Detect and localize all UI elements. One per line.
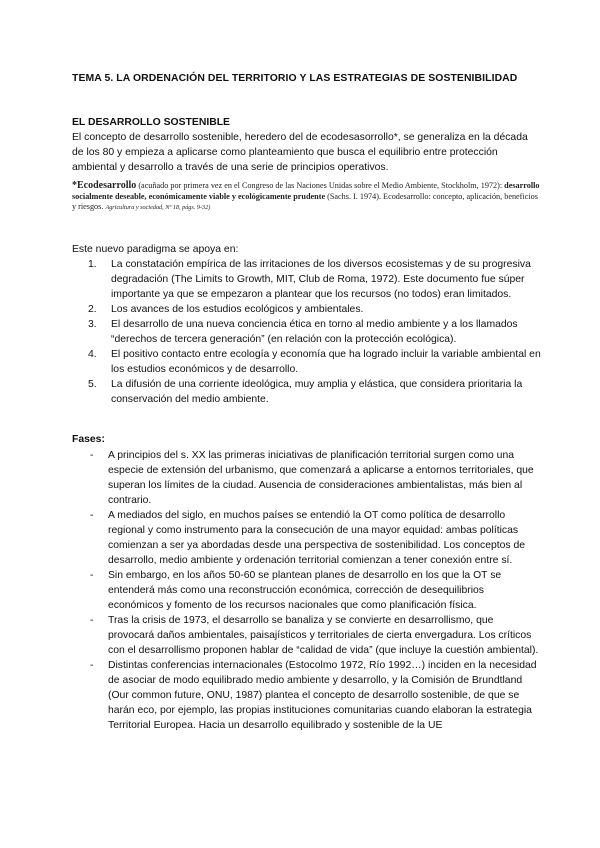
list-item-text: El desarrollo de una nueva conciencia ética en torno al medio ambiente y a los llamados “derechos de tercera generación” (en relación con la protección ecológica). bbox=[111, 319, 518, 345]
quote-source: Agricultura y sociedad, Nº 18, págs. 9-32) bbox=[105, 204, 211, 212]
phase-text: Sin embargo, en los años 50-60 se plantean planes de desarrollo en los que la OT se entenderá más como una reconstrucción económica, corrección de desequilibrios económicos y fomento de los recursos nacionales que como planificación física. bbox=[108, 570, 502, 611]
phase-item bbox=[90, 508, 542, 568]
phases-list bbox=[90, 448, 542, 733]
list-number: 5. bbox=[88, 379, 97, 390]
list-number: 2. bbox=[88, 304, 97, 315]
list-item bbox=[90, 347, 542, 377]
list-item bbox=[90, 317, 542, 347]
dash-bullet: - bbox=[90, 510, 94, 521]
dash-bullet: - bbox=[90, 615, 94, 626]
list-item-text: La constatación empírica de las irritaciones de los diversos ecosistemas y de su progresiva degradación (The Limits to Growth, MIT, Club de Roma, 1972). Este documento fue súper importante ya que se empezaron a plantear que los recursos (no todos) eran limitados. bbox=[111, 259, 531, 300]
quote-part2: (Sachs. I. 1974). Ecodesarrollo: concepto, aplicación, beneficios y riesgos. bbox=[72, 191, 538, 212]
phase-item bbox=[90, 448, 542, 508]
list-item bbox=[90, 257, 542, 302]
phase-item bbox=[90, 568, 542, 613]
list-item bbox=[90, 377, 542, 407]
quote-definition: desarrollo socialmente deseable, económicamente viable y ecológicamente prudente bbox=[72, 181, 540, 201]
phases-heading: Fases: bbox=[72, 434, 105, 445]
phase-text: A mediados del siglo, en muchos países se entendió la OT como política de desarrollo regional y como instrumento para la consecución de una mayor equidad: ambas políticas comienzan a ser ya abordadas desde una perspectiva de sostenibilidad. Los conceptos de desarrollo, medio ambiente y ordenación territorial comienzan a tener conexión entre sí. bbox=[108, 510, 526, 566]
list-item bbox=[90, 302, 542, 317]
dash-bullet: - bbox=[90, 660, 94, 671]
list-item-text: Los avances de los estudios ecológicos y ambientales. bbox=[111, 304, 364, 315]
list-number: 3. bbox=[88, 319, 97, 330]
dash-bullet: - bbox=[90, 570, 94, 581]
list-item-text: La difusión de una corriente ideológica, muy amplia y elástica, que considera prioritaria la conservación del medio ambiente. bbox=[111, 379, 523, 405]
intro-paragraph: El concepto de desarrollo sostenible, heredero del de ecodesasorrollo*, se generaliza en la década de los 80 y empieza a aplicarse como planteamiento que busca el equilibrio entre protección ambiental y desarrollo a través de una serie de principios operativos. bbox=[72, 132, 528, 173]
phase-item bbox=[90, 613, 542, 658]
list-item-text: El positivo contacto entre ecología y economía que ha logrado incluir la variable ambiental en los estudios económicos y de desarrollo. bbox=[111, 349, 541, 375]
list-number: 1. bbox=[88, 259, 97, 270]
phase-text: A principios del s. XX las primeras iniciativas de planificación territorial surgen como una especie de extensión del urbanismo, que comenzará a aplicarse a entornos territoriales, que superan los límites de la ciudad. Ausencia de consideraciones ambientalistas, más bien al contrario. bbox=[108, 450, 534, 506]
list-number: 4. bbox=[88, 349, 97, 360]
numbered-list bbox=[72, 257, 542, 407]
scanned-quote-image bbox=[72, 181, 542, 214]
phase-text: Distintas conferencias internacionales (Estocolmo 1972, Río 1992…) inciden en la necesidad de asociar de modo equilibrado medio ambiente y desarrollo, y la Comisión de Brundtland (Our common future, ONU, 1987) plantea el concepto de desarrollo sostenible, de que se harán eco, por ejemplo, las propias instituciones comunitarias cuando elaboran la estrategia Territorial Europea. Hacia un desarrollo equilibrado y sostenible de la UE bbox=[108, 660, 537, 731]
section-heading: EL DESARROLLO SOSTENIBLE bbox=[72, 117, 230, 128]
quote-part1: (acuñado por primera vez en el Congreso de las Naciones Unidas sobre el Medio Ambiente, Stockholm, 1972): bbox=[138, 181, 503, 190]
phase-item bbox=[90, 658, 542, 733]
lead-sentence: Este nuevo paradigma se apoya en: bbox=[72, 244, 239, 255]
document-title: TEMA 5. LA ORDENACIÓN DEL TERRITORIO Y LAS ESTRATEGIAS DE SOSTENIBILIDAD bbox=[72, 73, 518, 84]
quote-term: *Ecodesarrollo bbox=[72, 180, 137, 191]
dash-bullet: - bbox=[90, 450, 94, 461]
phase-text: Tras la crisis de 1973, el desarrollo se banaliza y se convierte en desarrollismo, que provocará daños ambientales, paisajísticos y territoriales de cierta envergadura. Los críticos con el desarrollismo proponen hablar de “calidad de vida” (que incluye la cuestión ambiental). bbox=[108, 615, 539, 656]
